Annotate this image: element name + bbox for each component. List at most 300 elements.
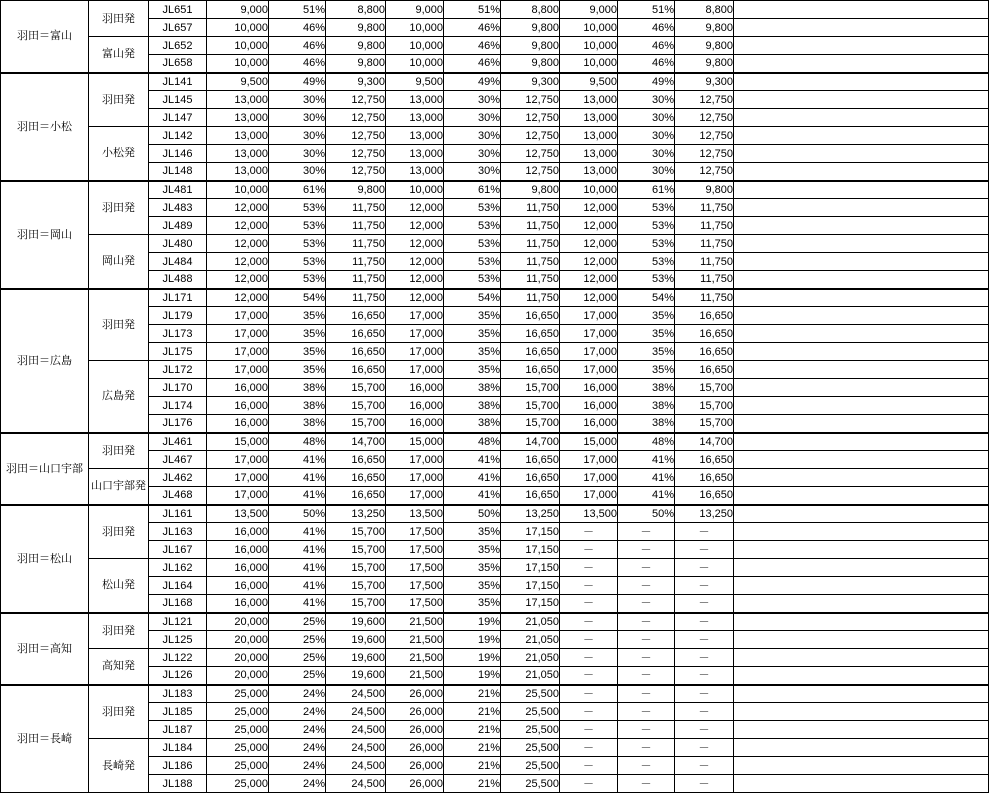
amount-cell[interactable]: 16,000 [207, 523, 269, 541]
amount-cell[interactable]: 10,000 [207, 55, 269, 73]
amount-cell[interactable]: 16,650 [326, 307, 386, 325]
amount-cell[interactable]: 13,500 [207, 505, 269, 523]
amount-cell[interactable]: 13,000 [386, 109, 444, 127]
amount-cell[interactable]: 17,000 [386, 307, 444, 325]
amount-cell[interactable]: 9,800 [675, 181, 734, 199]
amount-cell[interactable]: 16,000 [386, 397, 444, 415]
direction-cell[interactable]: 松山発 [89, 559, 149, 613]
amount-cell[interactable]: － [560, 757, 618, 775]
percent-cell[interactable]: 19% [444, 613, 501, 631]
amount-cell[interactable]: 17,500 [386, 577, 444, 595]
percent-cell[interactable]: 30% [444, 109, 501, 127]
amount-cell[interactable]: 25,000 [207, 775, 269, 793]
empty-cell[interactable] [734, 739, 989, 757]
amount-cell[interactable]: 17,500 [386, 523, 444, 541]
amount-cell[interactable]: 25,500 [501, 721, 560, 739]
percent-cell[interactable]: 46% [618, 19, 675, 37]
direction-cell[interactable]: 小松発 [89, 127, 149, 181]
percent-cell[interactable]: － [618, 757, 675, 775]
percent-cell[interactable]: 49% [618, 73, 675, 91]
amount-cell[interactable]: － [675, 577, 734, 595]
amount-cell[interactable]: 12,000 [386, 289, 444, 307]
amount-cell[interactable]: 12,000 [560, 235, 618, 253]
amount-cell[interactable]: － [560, 559, 618, 577]
amount-cell[interactable]: 12,000 [207, 289, 269, 307]
amount-cell[interactable]: 9,500 [560, 73, 618, 91]
amount-cell[interactable]: 13,000 [386, 127, 444, 145]
amount-cell[interactable]: 11,750 [501, 289, 560, 307]
flight-number-cell[interactable]: JL168 [149, 595, 207, 613]
amount-cell[interactable]: 17,000 [207, 487, 269, 505]
amount-cell[interactable]: 26,000 [386, 721, 444, 739]
flight-number-cell[interactable]: JL183 [149, 685, 207, 703]
amount-cell[interactable]: 12,750 [501, 127, 560, 145]
percent-cell[interactable]: 53% [269, 217, 326, 235]
percent-cell[interactable]: 21% [444, 757, 501, 775]
empty-cell[interactable] [734, 73, 989, 91]
percent-cell[interactable]: 53% [618, 235, 675, 253]
direction-cell[interactable]: 羽田発 [89, 73, 149, 127]
amount-cell[interactable]: 12,000 [560, 253, 618, 271]
amount-cell[interactable]: 9,300 [675, 73, 734, 91]
amount-cell[interactable]: 11,750 [326, 199, 386, 217]
amount-cell[interactable]: 13,250 [501, 505, 560, 523]
flight-number-cell[interactable]: JL171 [149, 289, 207, 307]
amount-cell[interactable]: 16,650 [326, 343, 386, 361]
amount-cell[interactable]: 17,000 [207, 325, 269, 343]
amount-cell[interactable]: 16,650 [675, 487, 734, 505]
amount-cell[interactable]: 19,600 [326, 667, 386, 685]
amount-cell[interactable]: 17,150 [501, 559, 560, 577]
percent-cell[interactable]: － [618, 685, 675, 703]
percent-cell[interactable]: － [618, 775, 675, 793]
percent-cell[interactable]: 53% [269, 271, 326, 289]
percent-cell[interactable]: － [618, 523, 675, 541]
direction-cell[interactable]: 高知発 [89, 649, 149, 685]
amount-cell[interactable]: 21,500 [386, 631, 444, 649]
amount-cell[interactable]: － [560, 577, 618, 595]
percent-cell[interactable]: 53% [618, 199, 675, 217]
amount-cell[interactable]: 15,700 [326, 559, 386, 577]
amount-cell[interactable]: 16,000 [560, 397, 618, 415]
percent-cell[interactable]: 46% [269, 37, 326, 55]
amount-cell[interactable]: 25,500 [501, 739, 560, 757]
amount-cell[interactable]: 13,500 [386, 505, 444, 523]
percent-cell[interactable]: 35% [269, 307, 326, 325]
amount-cell[interactable]: 26,000 [386, 739, 444, 757]
empty-cell[interactable] [734, 433, 989, 451]
amount-cell[interactable]: 16,650 [501, 325, 560, 343]
amount-cell[interactable]: 9,800 [501, 55, 560, 73]
percent-cell[interactable]: 51% [269, 1, 326, 19]
amount-cell[interactable]: － [675, 739, 734, 757]
amount-cell[interactable]: 12,750 [326, 127, 386, 145]
percent-cell[interactable]: 41% [269, 451, 326, 469]
percent-cell[interactable]: 30% [269, 127, 326, 145]
percent-cell[interactable]: 24% [269, 757, 326, 775]
flight-number-cell[interactable]: JL147 [149, 109, 207, 127]
amount-cell[interactable]: 13,000 [207, 127, 269, 145]
empty-cell[interactable] [734, 397, 989, 415]
amount-cell[interactable]: 11,750 [326, 217, 386, 235]
amount-cell[interactable]: 16,000 [207, 559, 269, 577]
amount-cell[interactable]: 12,750 [675, 163, 734, 181]
amount-cell[interactable]: － [560, 649, 618, 667]
amount-cell[interactable]: 10,000 [560, 55, 618, 73]
amount-cell[interactable]: 10,000 [386, 55, 444, 73]
amount-cell[interactable]: 11,750 [675, 271, 734, 289]
percent-cell[interactable]: 46% [618, 55, 675, 73]
percent-cell[interactable]: － [618, 595, 675, 613]
amount-cell[interactable]: － [675, 721, 734, 739]
empty-cell[interactable] [734, 307, 989, 325]
percent-cell[interactable]: 54% [618, 289, 675, 307]
flight-number-cell[interactable]: JL467 [149, 451, 207, 469]
percent-cell[interactable]: 24% [269, 685, 326, 703]
empty-cell[interactable] [734, 721, 989, 739]
percent-cell[interactable]: 41% [444, 469, 501, 487]
amount-cell[interactable]: 15,700 [326, 523, 386, 541]
amount-cell[interactable]: 21,050 [501, 613, 560, 631]
amount-cell[interactable]: 9,800 [675, 19, 734, 37]
flight-number-cell[interactable]: JL142 [149, 127, 207, 145]
percent-cell[interactable]: 24% [269, 739, 326, 757]
amount-cell[interactable]: 11,750 [326, 289, 386, 307]
amount-cell[interactable]: 11,750 [501, 235, 560, 253]
amount-cell[interactable]: 13,000 [207, 145, 269, 163]
percent-cell[interactable]: 51% [444, 1, 501, 19]
amount-cell[interactable]: 21,050 [501, 667, 560, 685]
flight-number-cell[interactable]: JL481 [149, 181, 207, 199]
amount-cell[interactable]: 13,000 [386, 145, 444, 163]
amount-cell[interactable]: 9,800 [326, 37, 386, 55]
percent-cell[interactable]: － [618, 649, 675, 667]
flight-number-cell[interactable]: JL188 [149, 775, 207, 793]
direction-cell[interactable]: 羽田発 [89, 1, 149, 37]
amount-cell[interactable]: 15,700 [501, 379, 560, 397]
amount-cell[interactable]: － [560, 739, 618, 757]
amount-cell[interactable]: 17,000 [207, 451, 269, 469]
percent-cell[interactable]: 46% [444, 55, 501, 73]
amount-cell[interactable]: 13,000 [386, 91, 444, 109]
amount-cell[interactable]: － [560, 667, 618, 685]
amount-cell[interactable]: 26,000 [386, 757, 444, 775]
empty-cell[interactable] [734, 613, 989, 631]
flight-number-cell[interactable]: JL186 [149, 757, 207, 775]
amount-cell[interactable]: 15,700 [501, 397, 560, 415]
amount-cell[interactable]: 11,750 [501, 199, 560, 217]
amount-cell[interactable]: － [675, 649, 734, 667]
percent-cell[interactable]: 51% [618, 1, 675, 19]
percent-cell[interactable]: 38% [444, 415, 501, 433]
percent-cell[interactable]: － [618, 703, 675, 721]
percent-cell[interactable]: 41% [618, 451, 675, 469]
amount-cell[interactable]: 12,000 [386, 217, 444, 235]
percent-cell[interactable]: 46% [618, 37, 675, 55]
route-cell[interactable]: 羽田＝高知 [1, 613, 89, 685]
amount-cell[interactable]: 20,000 [207, 631, 269, 649]
amount-cell[interactable]: 17,000 [207, 469, 269, 487]
amount-cell[interactable]: 15,000 [560, 433, 618, 451]
amount-cell[interactable]: 17,500 [386, 595, 444, 613]
percent-cell[interactable]: 41% [618, 469, 675, 487]
percent-cell[interactable]: 21% [444, 775, 501, 793]
amount-cell[interactable]: 16,650 [501, 487, 560, 505]
amount-cell[interactable]: 17,000 [207, 343, 269, 361]
amount-cell[interactable]: 13,000 [207, 163, 269, 181]
amount-cell[interactable]: － [675, 541, 734, 559]
direction-cell[interactable]: 広島発 [89, 361, 149, 433]
amount-cell[interactable]: 16,650 [326, 361, 386, 379]
flight-number-cell[interactable]: JL146 [149, 145, 207, 163]
flight-number-cell[interactable]: JL163 [149, 523, 207, 541]
amount-cell[interactable]: 14,700 [501, 433, 560, 451]
amount-cell[interactable]: 11,750 [501, 271, 560, 289]
percent-cell[interactable]: 35% [444, 523, 501, 541]
empty-cell[interactable] [734, 109, 989, 127]
amount-cell[interactable]: 15,700 [501, 415, 560, 433]
amount-cell[interactable]: － [560, 685, 618, 703]
direction-cell[interactable]: 羽田発 [89, 289, 149, 361]
percent-cell[interactable]: 35% [618, 343, 675, 361]
amount-cell[interactable]: 13,500 [560, 505, 618, 523]
amount-cell[interactable]: 16,650 [501, 361, 560, 379]
route-cell[interactable]: 羽田＝松山 [1, 505, 89, 613]
amount-cell[interactable]: 9,500 [207, 73, 269, 91]
route-cell[interactable]: 羽田＝山口宇部 [1, 433, 89, 505]
percent-cell[interactable]: 30% [444, 145, 501, 163]
percent-cell[interactable]: 41% [269, 541, 326, 559]
amount-cell[interactable]: 15,700 [326, 397, 386, 415]
amount-cell[interactable]: 13,000 [560, 163, 618, 181]
percent-cell[interactable]: 53% [444, 199, 501, 217]
percent-cell[interactable]: － [618, 613, 675, 631]
amount-cell[interactable]: 13,250 [675, 505, 734, 523]
amount-cell[interactable]: － [675, 631, 734, 649]
flight-number-cell[interactable]: JL484 [149, 253, 207, 271]
amount-cell[interactable]: 12,750 [326, 91, 386, 109]
amount-cell[interactable]: 25,000 [207, 721, 269, 739]
amount-cell[interactable]: 16,650 [501, 469, 560, 487]
percent-cell[interactable]: 49% [269, 73, 326, 91]
amount-cell[interactable]: 16,650 [675, 325, 734, 343]
amount-cell[interactable]: 17,000 [560, 451, 618, 469]
amount-cell[interactable]: 12,000 [207, 199, 269, 217]
amount-cell[interactable]: 12,000 [560, 199, 618, 217]
amount-cell[interactable]: 9,800 [501, 37, 560, 55]
percent-cell[interactable]: 48% [444, 433, 501, 451]
amount-cell[interactable]: － [560, 595, 618, 613]
empty-cell[interactable] [734, 271, 989, 289]
empty-cell[interactable] [734, 181, 989, 199]
percent-cell[interactable]: 21% [444, 739, 501, 757]
percent-cell[interactable]: 19% [444, 631, 501, 649]
percent-cell[interactable]: 35% [444, 361, 501, 379]
amount-cell[interactable]: 24,500 [326, 703, 386, 721]
percent-cell[interactable]: 53% [618, 271, 675, 289]
amount-cell[interactable]: 12,000 [560, 289, 618, 307]
amount-cell[interactable]: 24,500 [326, 757, 386, 775]
empty-cell[interactable] [734, 649, 989, 667]
empty-cell[interactable] [734, 703, 989, 721]
flight-number-cell[interactable]: JL126 [149, 667, 207, 685]
amount-cell[interactable]: 19,600 [326, 631, 386, 649]
percent-cell[interactable]: － [618, 541, 675, 559]
amount-cell[interactable]: 12,000 [560, 271, 618, 289]
amount-cell[interactable]: 16,000 [207, 595, 269, 613]
amount-cell[interactable]: 11,750 [326, 235, 386, 253]
amount-cell[interactable]: 25,500 [501, 775, 560, 793]
empty-cell[interactable] [734, 91, 989, 109]
empty-cell[interactable] [734, 127, 989, 145]
percent-cell[interactable]: 21% [444, 685, 501, 703]
percent-cell[interactable]: 38% [269, 415, 326, 433]
percent-cell[interactable]: 30% [269, 91, 326, 109]
amount-cell[interactable]: 16,000 [560, 379, 618, 397]
flight-number-cell[interactable]: JL167 [149, 541, 207, 559]
flight-number-cell[interactable]: JL141 [149, 73, 207, 91]
percent-cell[interactable]: 25% [269, 631, 326, 649]
percent-cell[interactable]: 48% [269, 433, 326, 451]
amount-cell[interactable]: 17,000 [560, 307, 618, 325]
amount-cell[interactable]: － [560, 703, 618, 721]
direction-cell[interactable]: 山口宇部発 [89, 469, 149, 505]
amount-cell[interactable]: 9,300 [326, 73, 386, 91]
empty-cell[interactable] [734, 415, 989, 433]
amount-cell[interactable]: 11,750 [675, 235, 734, 253]
amount-cell[interactable]: 10,000 [207, 19, 269, 37]
percent-cell[interactable]: 25% [269, 667, 326, 685]
amount-cell[interactable]: 10,000 [386, 181, 444, 199]
flight-number-cell[interactable]: JL164 [149, 577, 207, 595]
direction-cell[interactable]: 富山発 [89, 37, 149, 73]
empty-cell[interactable] [734, 505, 989, 523]
empty-cell[interactable] [734, 361, 989, 379]
amount-cell[interactable]: 8,800 [326, 1, 386, 19]
amount-cell[interactable]: 12,750 [675, 91, 734, 109]
amount-cell[interactable]: 9,800 [326, 19, 386, 37]
amount-cell[interactable]: 15,700 [675, 397, 734, 415]
percent-cell[interactable]: 30% [618, 145, 675, 163]
percent-cell[interactable]: 35% [444, 307, 501, 325]
route-cell[interactable]: 羽田＝小松 [1, 73, 89, 181]
percent-cell[interactable]: 49% [444, 73, 501, 91]
amount-cell[interactable]: 15,000 [207, 433, 269, 451]
amount-cell[interactable]: 13,000 [207, 91, 269, 109]
amount-cell[interactable]: 16,000 [560, 415, 618, 433]
flight-number-cell[interactable]: JL121 [149, 613, 207, 631]
percent-cell[interactable]: 46% [444, 19, 501, 37]
amount-cell[interactable]: 16,650 [326, 487, 386, 505]
percent-cell[interactable]: 41% [444, 451, 501, 469]
amount-cell[interactable]: 11,750 [501, 217, 560, 235]
amount-cell[interactable]: 12,750 [675, 145, 734, 163]
amount-cell[interactable]: 17,000 [386, 469, 444, 487]
empty-cell[interactable] [734, 217, 989, 235]
amount-cell[interactable]: 12,000 [207, 217, 269, 235]
empty-cell[interactable] [734, 55, 989, 73]
percent-cell[interactable]: 38% [618, 415, 675, 433]
flight-number-cell[interactable]: JL657 [149, 19, 207, 37]
amount-cell[interactable]: 17,000 [207, 307, 269, 325]
empty-cell[interactable] [734, 199, 989, 217]
amount-cell[interactable]: 20,000 [207, 613, 269, 631]
flight-number-cell[interactable]: JL145 [149, 91, 207, 109]
amount-cell[interactable]: 17,000 [560, 343, 618, 361]
percent-cell[interactable]: － [618, 559, 675, 577]
empty-cell[interactable] [734, 37, 989, 55]
amount-cell[interactable]: － [560, 721, 618, 739]
amount-cell[interactable]: 11,750 [675, 289, 734, 307]
percent-cell[interactable]: 30% [618, 91, 675, 109]
percent-cell[interactable]: 41% [269, 595, 326, 613]
percent-cell[interactable]: 53% [269, 253, 326, 271]
route-cell[interactable]: 羽田＝富山 [1, 1, 89, 73]
percent-cell[interactable]: 35% [444, 595, 501, 613]
empty-cell[interactable] [734, 145, 989, 163]
empty-cell[interactable] [734, 559, 989, 577]
amount-cell[interactable]: 14,700 [326, 433, 386, 451]
amount-cell[interactable]: 9,800 [501, 181, 560, 199]
amount-cell[interactable]: 12,750 [675, 109, 734, 127]
flight-number-cell[interactable]: JL125 [149, 631, 207, 649]
amount-cell[interactable]: 15,000 [386, 433, 444, 451]
empty-cell[interactable] [734, 469, 989, 487]
amount-cell[interactable]: 9,800 [326, 181, 386, 199]
amount-cell[interactable]: 16,650 [675, 469, 734, 487]
percent-cell[interactable]: 25% [269, 613, 326, 631]
flight-number-cell[interactable]: JL176 [149, 415, 207, 433]
amount-cell[interactable]: － [560, 775, 618, 793]
amount-cell[interactable]: 25,500 [501, 757, 560, 775]
percent-cell[interactable]: 50% [444, 505, 501, 523]
percent-cell[interactable]: 50% [269, 505, 326, 523]
amount-cell[interactable]: 12,000 [386, 199, 444, 217]
amount-cell[interactable]: 9,800 [326, 55, 386, 73]
amount-cell[interactable]: 20,000 [207, 667, 269, 685]
amount-cell[interactable]: 15,700 [326, 577, 386, 595]
percent-cell[interactable]: 35% [618, 361, 675, 379]
flight-number-cell[interactable]: JL162 [149, 559, 207, 577]
amount-cell[interactable]: 13,000 [560, 127, 618, 145]
percent-cell[interactable]: 50% [618, 505, 675, 523]
empty-cell[interactable] [734, 541, 989, 559]
amount-cell[interactable]: 10,000 [386, 37, 444, 55]
amount-cell[interactable]: 21,050 [501, 631, 560, 649]
amount-cell[interactable]: － [675, 757, 734, 775]
amount-cell[interactable]: 12,000 [386, 271, 444, 289]
amount-cell[interactable]: － [675, 775, 734, 793]
percent-cell[interactable]: 30% [269, 145, 326, 163]
flight-number-cell[interactable]: JL179 [149, 307, 207, 325]
flight-number-cell[interactable]: JL170 [149, 379, 207, 397]
amount-cell[interactable]: 9,000 [207, 1, 269, 19]
percent-cell[interactable]: 53% [444, 271, 501, 289]
flight-number-cell[interactable]: JL173 [149, 325, 207, 343]
percent-cell[interactable]: 21% [444, 721, 501, 739]
amount-cell[interactable]: 16,000 [207, 397, 269, 415]
route-cell[interactable]: 羽田＝広島 [1, 289, 89, 433]
amount-cell[interactable]: 16,000 [386, 379, 444, 397]
amount-cell[interactable]: － [675, 703, 734, 721]
amount-cell[interactable]: 13,000 [207, 109, 269, 127]
percent-cell[interactable]: 53% [269, 235, 326, 253]
percent-cell[interactable]: 35% [618, 307, 675, 325]
flight-number-cell[interactable]: JL174 [149, 397, 207, 415]
amount-cell[interactable]: － [675, 685, 734, 703]
direction-cell[interactable]: 羽田発 [89, 433, 149, 469]
amount-cell[interactable]: 13,000 [560, 145, 618, 163]
